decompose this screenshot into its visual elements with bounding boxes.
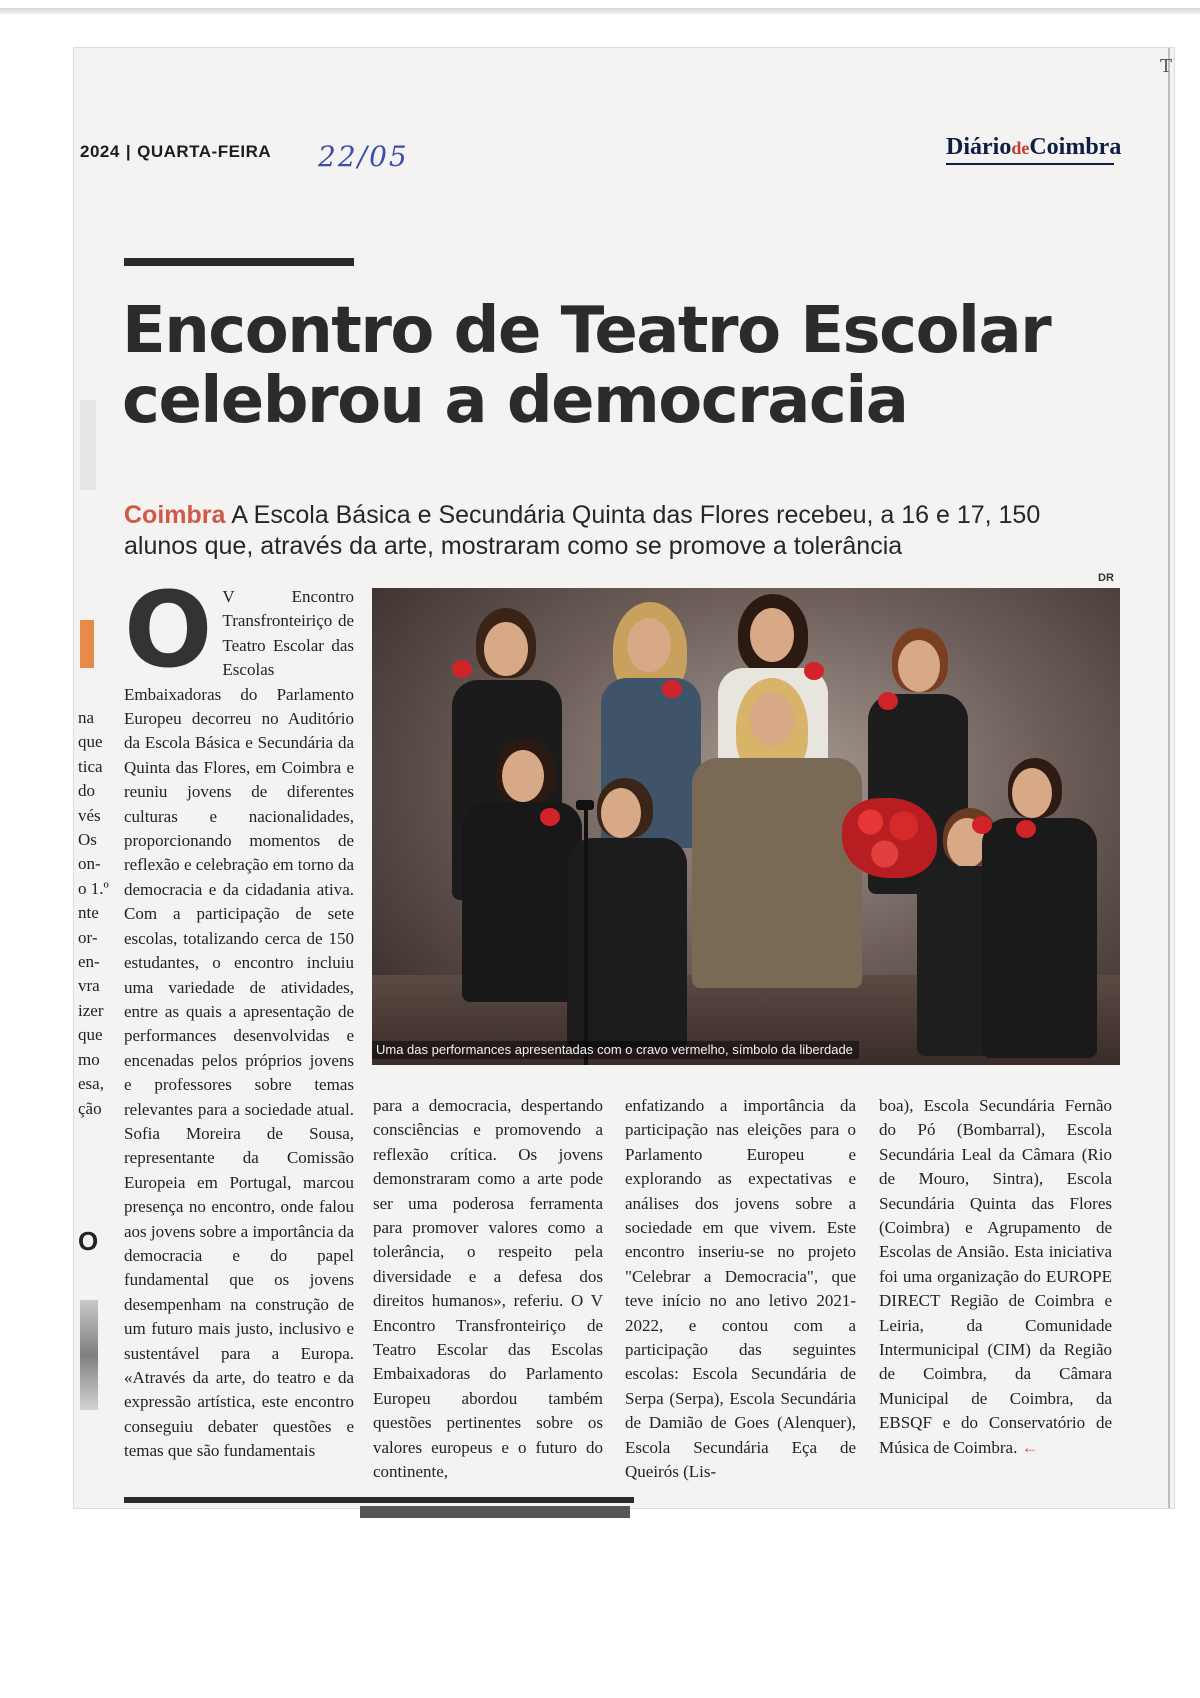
fragment: esa, <box>78 1074 104 1094</box>
fragment: or- <box>78 927 98 947</box>
drop-cap: O <box>124 569 213 691</box>
fragment: que <box>78 732 103 752</box>
footer-rule-shadow <box>360 1506 630 1518</box>
article-lead <box>124 500 1084 562</box>
fragment: vés <box>78 805 101 825</box>
photo-credit: DR <box>1098 572 1114 584</box>
article-column-4 <box>879 1094 1112 1460</box>
carnation-flower <box>804 662 824 680</box>
carnation-bouquet <box>842 798 937 878</box>
fragment: mo <box>78 1049 100 1069</box>
carnation-flower <box>878 692 898 710</box>
year: 2024 <box>80 142 120 161</box>
carnation-flower <box>972 816 992 834</box>
carnation-flower <box>662 680 682 698</box>
lead-location: Coimbra <box>124 501 226 529</box>
logo-word-de: de <box>1011 138 1030 158</box>
fragment: on- <box>78 854 101 874</box>
microphone-stand <box>584 808 588 1065</box>
fragment: na <box>78 708 95 727</box>
fragment: que <box>78 1025 103 1045</box>
footer-rule <box>124 1497 634 1503</box>
fragment: vra <box>78 976 100 996</box>
fragment: do <box>78 781 95 801</box>
headline-line-2: celebrou a democracia <box>122 364 908 438</box>
article-column-2: para a democracia, despertando consciências e promovendo a reflexão crítica. Os jovens demonstraram como a arte pode ser uma poderosa ferramenta para promover valores como a tolerância, o respeito pela diversidade e a defesa dos direitos humanos», referiu. O V Encontro Transfronteiriço de Teatro Escolar das Escolas Embaixadoras do Parlamento Europeu abordou também questões pertinentes sobre os valores europeus e o futuro do continente, <box>373 1096 603 1482</box>
fragment: nte <box>78 903 99 923</box>
edge-mark: T <box>1160 56 1173 77</box>
neighbor-color-accent <box>80 620 94 668</box>
page-date-line <box>80 142 271 162</box>
carnation-flower <box>540 808 560 826</box>
scanner-edge <box>0 8 1200 14</box>
carnation-flower <box>1016 820 1036 838</box>
article-headline <box>122 296 1082 436</box>
article-column-1 <box>124 569 354 1464</box>
end-of-article-arrow-icon: ← <box>1021 1437 1039 1457</box>
fragment: Os <box>78 830 97 850</box>
column-1-text: V Encontro Transfronteiriço de Teatro Escolar das Escolas Embaixadoras do Parlamento Europeu decorreu no Auditório da Escola Básica e Secundária da Quinta das Flores, em Coimbra e reuniu jovens de diferentes culturas e nacionalidades, proporcionando momentos de reflexão e celebração em torno da democracia e da cidadania ativa. Com a participação de sete escolas, totalizando cerca de 150 estudantes, o encontro incluiu uma variedade de atividades, entre as quais a apresentação de performances desenvolvidas e encenadas pelos próprios jovens e professores sobre temas relevantes para a sociedade atual. Sofia Moreira de Sousa, representante da Comissão Europeia em Portugal, marcou presença no encontro, onde falou aos jovens sobre a importância da democracia e do papel fundamental que os jovens desempenham na construção de um futuro mais justo, inclusivo e sustentável para a Europa. «Através da arte, do teatro e da expressão artística, este encontro conseguiu debater questões e temas que são fundamentais <box>124 587 354 1461</box>
neighbor-lone-letter: O <box>78 1226 99 1256</box>
logo-word-diario: Diário <box>946 134 1012 160</box>
separator: | <box>125 142 132 161</box>
newspaper-logo <box>946 134 1121 161</box>
article-photo <box>372 588 1120 1065</box>
logo-underline <box>946 163 1114 165</box>
photo-caption: Uma das performances apresentadas com o cravo vermelho, símbolo da liberdade <box>372 1041 859 1059</box>
carnation-flower <box>452 660 472 678</box>
fragment: izer <box>78 1000 104 1020</box>
logo-word-coimbra: Coimbra <box>1029 134 1122 160</box>
fragment: ção <box>78 1098 102 1118</box>
headline-kicker-bar <box>124 258 354 266</box>
neighbor-column-shadow <box>80 400 96 490</box>
page-fold-edge <box>1168 48 1170 1508</box>
neighbor-article-fragments <box>78 706 122 1121</box>
article-column-3: enfatizando a importância da participação nas eleições para o Parlamento Europeu e explorando as expectativas e análises dos jovens sobre a sociedade em que vivem. Este encontro inseriu-se no projeto "Celebrar a Democracia", que teve início no ano letivo 2021-2022, e contou com a participação das seguintes escolas: Escola Secundária de Serpa (Serpa), Escola Secundária de Damião de Goes (Alenquer), Escola Secundária Eça de Queirós (Lis- <box>625 1096 856 1482</box>
handwritten-date: 22/05 <box>318 140 409 173</box>
fragment: o 1.º <box>78 878 109 898</box>
lead-text: A Escola Básica e Secundária Quinta das Flores recebeu, a 16 e 17, 150 alunos que, através da arte, mostraram como se promove a tolerância <box>124 501 1041 560</box>
weekday: QUARTA-FEIRA <box>137 142 272 161</box>
neighbor-photo-strip <box>80 1300 98 1410</box>
column-4-text: boa), Escola Secundária Fernão do Pó (Bombarral), Escola Secundária Leal da Câmara (Rio de Mouro, Sintra), Escola Secundária Quinta das Flores (Coimbra) e Agrupamento de Escolas de Ansião. Esta iniciativa foi uma organização do EUROPE DIRECT Região de Coimbra e Leiria, da Comunidade Intermunicipal (CIM) da Região de Coimbra, da Câmara Municipal de Coimbra, da EBSQF e do Conservatório de Música de Coimbra. <box>879 1096 1112 1457</box>
fragment: en- <box>78 952 100 972</box>
fragment: tica <box>78 756 103 776</box>
headline-line-1: Encontro de Teatro Escolar <box>122 294 1051 368</box>
